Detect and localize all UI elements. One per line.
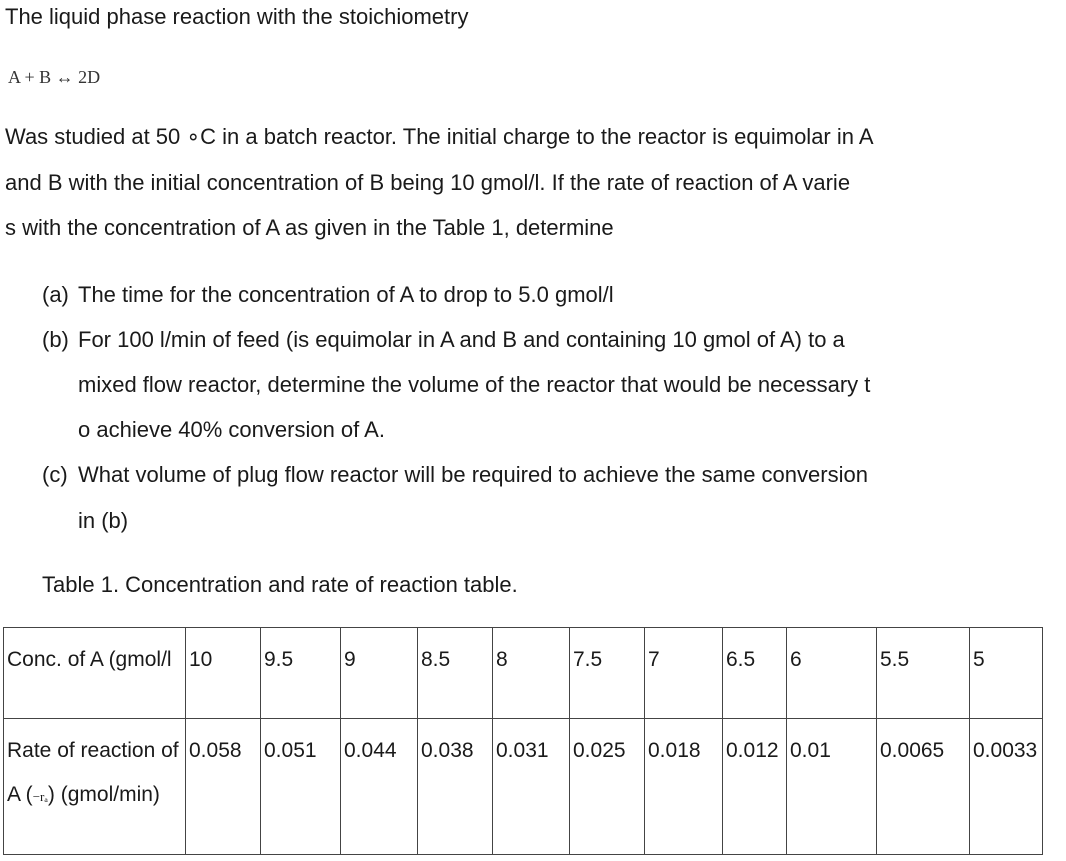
- concentration-rate-table: [3, 627, 1043, 855]
- rate-cell: 0.025: [570, 719, 645, 855]
- rate-header: [4, 719, 186, 855]
- rate-cell: 0.038: [418, 719, 493, 855]
- rate-cell: 0.058: [186, 719, 261, 855]
- rate-symbol: −rₐ: [32, 789, 48, 804]
- concentration-cell: 7.5: [570, 628, 645, 719]
- concentration-cell: 9: [341, 628, 418, 719]
- question-a-label: (a): [42, 282, 69, 307]
- concentration-cell: 6: [787, 628, 877, 719]
- rate-cell: 0.051: [261, 719, 341, 855]
- table-row-concentration: [4, 628, 1043, 719]
- concentration-cell: 9.5: [261, 628, 341, 719]
- rate-header-text-a: Rate of reaction of A (: [7, 739, 179, 806]
- question-b-line-3: o achieve 40% conversion of A.: [78, 417, 385, 442]
- question-c-label: (c): [42, 462, 68, 487]
- concentration-cell: 5.5: [877, 628, 970, 719]
- concentration-cell: 8.5: [418, 628, 493, 719]
- table-row-rate: [4, 719, 1043, 855]
- paragraph-line-3: s with the concentration of A as given in the Table 1, determine: [5, 215, 614, 240]
- question-b-line-2: mixed flow reactor, determine the volume of the reactor that would be necessary t: [78, 372, 871, 397]
- reaction-equation: A + B ↔ 2D: [8, 67, 101, 87]
- rate-cell: 0.012: [723, 719, 787, 855]
- concentration-cell: 7: [645, 628, 723, 719]
- paragraph-line-1: Was studied at 50 ∘C in a batch reactor. The initial charge to the reactor is equimolar in A: [5, 124, 874, 149]
- table-caption: Table 1. Concentration and rate of reaction table.: [42, 572, 518, 597]
- question-c-line-1: What volume of plug flow reactor will be required to achieve the same conversion: [78, 462, 868, 487]
- intro-text: The liquid phase reaction with the stoichiometry: [5, 4, 469, 29]
- question-b-line-1: For 100 l/min of feed (is equimolar in A and B and containing 10 gmol of A) to a: [78, 327, 845, 352]
- concentration-cell: 6.5: [723, 628, 787, 719]
- rate-header-text-b: ) (gmol/min): [47, 783, 160, 806]
- concentration-cell: 5: [970, 628, 1043, 719]
- concentration-header: Conc. of A (gmol/l: [4, 628, 186, 719]
- question-a-text: The time for the concentration of A to drop to 5.0 gmol/l: [78, 282, 614, 307]
- rate-cell: 0.01: [787, 719, 877, 855]
- question-c-line-2: in (b): [78, 508, 129, 533]
- rate-cell: 0.031: [493, 719, 570, 855]
- concentration-cell: 10: [186, 628, 261, 719]
- paragraph-line-2: and B with the initial concentration of B being 10 gmol/l. If the rate of reaction of A varie: [5, 170, 851, 195]
- question-b-label: (b): [42, 327, 69, 352]
- rate-cell: 0.018: [645, 719, 723, 855]
- concentration-cell: 8: [493, 628, 570, 719]
- rate-cell: 0.0065: [877, 719, 970, 855]
- rate-cell: 0.0033: [970, 719, 1043, 855]
- rate-cell: 0.044: [341, 719, 418, 855]
